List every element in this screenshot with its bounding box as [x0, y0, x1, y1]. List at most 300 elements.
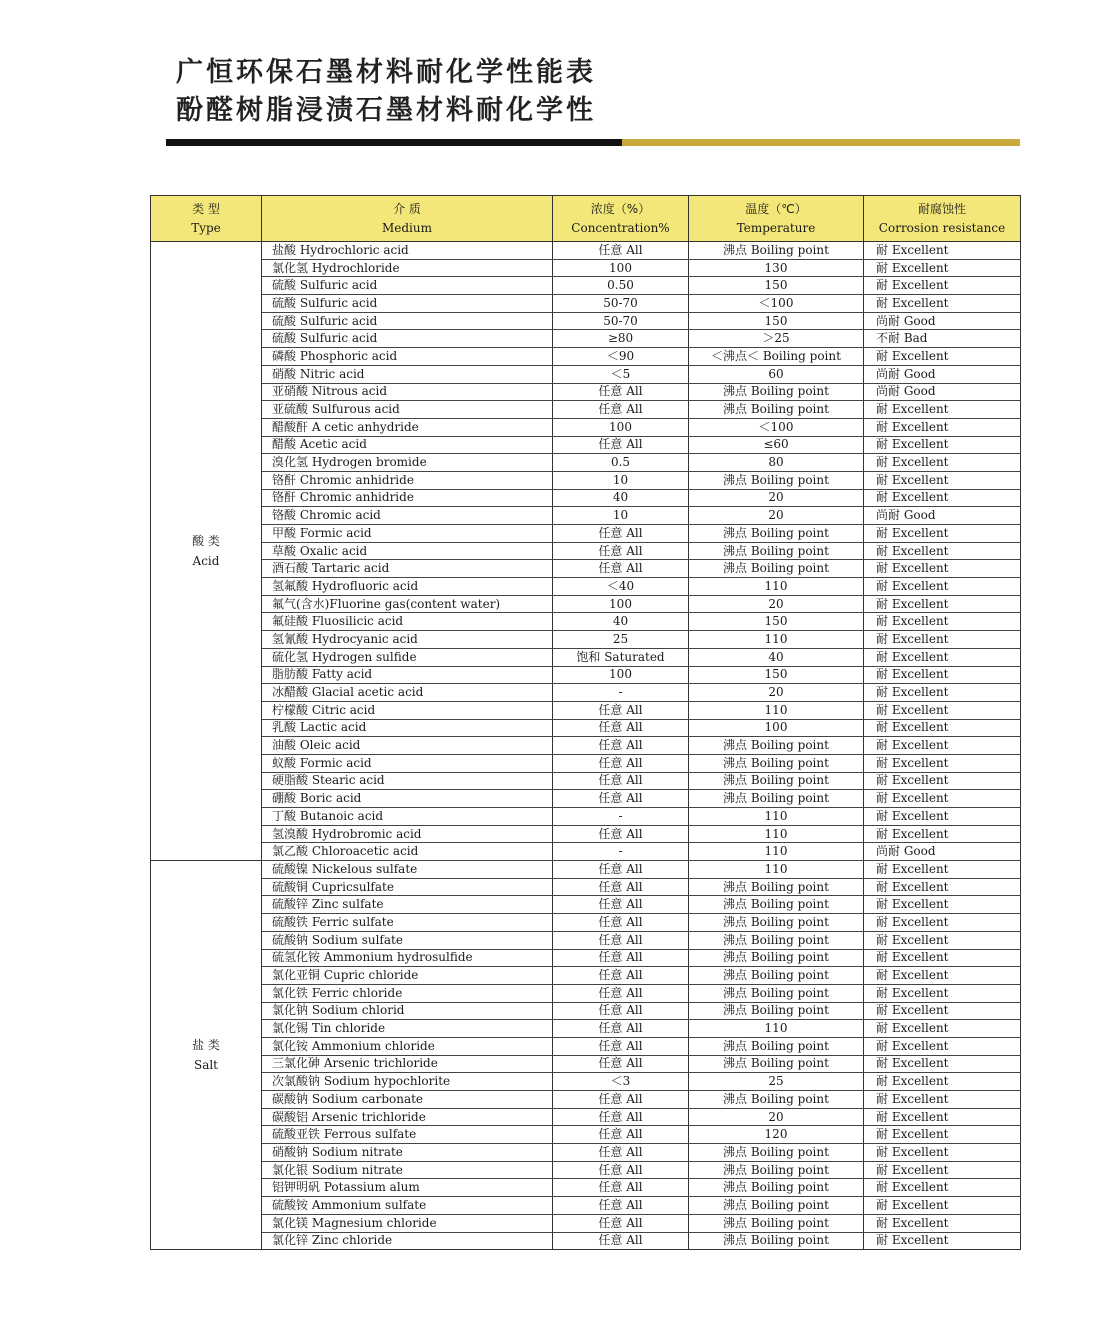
concentration-cell: 0.50	[553, 277, 689, 295]
medium-cell: 碳酸铝 Arsenic trichloride	[262, 1108, 553, 1126]
medium-cell: 氟气(含水)Fluorine gas(content water)	[262, 595, 553, 613]
resistance-cell: 耐 Excellent	[864, 471, 1021, 489]
temperature-cell: 沸点 Boiling point	[689, 1161, 864, 1179]
temperature-cell: 沸点 Boiling point	[689, 1055, 864, 1073]
concentration-cell: 50-70	[553, 295, 689, 313]
table-row	[151, 613, 1021, 631]
table-row	[151, 330, 1021, 348]
temperature-cell: 110	[689, 843, 864, 861]
title-underline-black	[166, 139, 622, 146]
temperature-cell: 60	[689, 365, 864, 383]
table-row	[151, 365, 1021, 383]
table-row	[151, 843, 1021, 861]
table-row	[151, 259, 1021, 277]
temperature-cell: 沸点 Boiling point	[689, 878, 864, 896]
temperature-cell: 20	[689, 489, 864, 507]
medium-cell: 蚁酸 Formic acid	[262, 754, 553, 772]
temperature-cell: 130	[689, 259, 864, 277]
medium-cell: 氟硅酸 Fluosilicic acid	[262, 613, 553, 631]
medium-cell: 氯化氢 Hydrochloride	[262, 259, 553, 277]
resistance-cell: 耐 Excellent	[864, 737, 1021, 755]
table-row	[151, 1002, 1021, 1020]
medium-cell: 氢氟酸 Hydrofluoric acid	[262, 578, 553, 596]
resistance-cell: 耐 Excellent	[864, 277, 1021, 295]
temperature-cell: 沸点 Boiling point	[689, 383, 864, 401]
resistance-cell: 耐 Excellent	[864, 436, 1021, 454]
temperature-cell: 110	[689, 861, 864, 879]
table-row	[151, 454, 1021, 472]
resistance-cell: 耐 Excellent	[864, 418, 1021, 436]
chemical-resistance-table	[150, 195, 1021, 1250]
type-label-zh: 酸 类	[192, 534, 220, 549]
medium-cell: 铝钾明矾 Potassium alum	[262, 1179, 553, 1197]
table-row	[151, 242, 1021, 260]
medium-cell: 硫酸亚铁 Ferrous sulfate	[262, 1126, 553, 1144]
concentration-cell: -	[553, 808, 689, 826]
table-row	[151, 1020, 1021, 1038]
medium-cell: 醋酸酐 A cetic anhydride	[262, 418, 553, 436]
temperature-cell: 沸点 Boiling point	[689, 560, 864, 578]
table-row	[151, 701, 1021, 719]
medium-cell: 甲酸 Formic acid	[262, 525, 553, 543]
resistance-cell: 耐 Excellent	[864, 1091, 1021, 1109]
temperature-cell: 110	[689, 825, 864, 843]
medium-cell: 氯化铁 Ferric chloride	[262, 984, 553, 1002]
table-row	[151, 790, 1021, 808]
medium-cell: 酒石酸 Tartaric acid	[262, 560, 553, 578]
resistance-cell: 耐 Excellent	[864, 949, 1021, 967]
resistance-cell: 尚耐 Good	[864, 383, 1021, 401]
table-row	[151, 648, 1021, 666]
medium-cell: 硫酸铵 Ammonium sulfate	[262, 1197, 553, 1215]
medium-cell: 醋酸 Acetic acid	[262, 436, 553, 454]
temperature-cell: 20	[689, 684, 864, 702]
type-cell	[151, 242, 262, 861]
resistance-cell: 耐 Excellent	[864, 684, 1021, 702]
medium-cell: 铬酸 Chromic acid	[262, 507, 553, 525]
header-medium: 介 质 Medium	[262, 196, 553, 242]
resistance-cell: 耐 Excellent	[864, 825, 1021, 843]
temperature-cell: 110	[689, 578, 864, 596]
resistance-cell: 耐 Excellent	[864, 613, 1021, 631]
resistance-cell: 耐 Excellent	[864, 896, 1021, 914]
resistance-cell: 耐 Excellent	[864, 454, 1021, 472]
medium-cell: 氯化锡 Tin chloride	[262, 1020, 553, 1038]
temperature-cell: ＜沸点＜ Boiling point	[689, 348, 864, 366]
table-row	[151, 383, 1021, 401]
table-row	[151, 772, 1021, 790]
resistance-cell: 耐 Excellent	[864, 560, 1021, 578]
table-row	[151, 1073, 1021, 1091]
temperature-cell: 沸点 Boiling point	[689, 1144, 864, 1162]
table-row	[151, 348, 1021, 366]
concentration-cell: -	[553, 843, 689, 861]
table-row	[151, 808, 1021, 826]
temperature-cell: 沸点 Boiling point	[689, 896, 864, 914]
temperature-cell: 20	[689, 1108, 864, 1126]
temperature-cell: ＞25	[689, 330, 864, 348]
concentration-cell: 任意 All	[553, 967, 689, 985]
medium-cell: 氢溴酸 Hydrobromic acid	[262, 825, 553, 843]
concentration-cell: 任意 All	[553, 1144, 689, 1162]
type-label-zh: 盐 类	[192, 1038, 220, 1053]
concentration-cell: 任意 All	[553, 436, 689, 454]
resistance-cell: 尚耐 Good	[864, 365, 1021, 383]
temperature-cell: 110	[689, 808, 864, 826]
resistance-cell: 耐 Excellent	[864, 808, 1021, 826]
concentration-cell: ≥80	[553, 330, 689, 348]
resistance-cell: 耐 Excellent	[864, 1020, 1021, 1038]
resistance-cell: 不耐 Bad	[864, 330, 1021, 348]
resistance-cell: 耐 Excellent	[864, 242, 1021, 260]
temperature-cell: 沸点 Boiling point	[689, 737, 864, 755]
temperature-cell: 沸点 Boiling point	[689, 967, 864, 985]
temperature-cell: 沸点 Boiling point	[689, 1214, 864, 1232]
table-row	[151, 1037, 1021, 1055]
temperature-cell: 20	[689, 507, 864, 525]
medium-cell: 硼酸 Boric acid	[262, 790, 553, 808]
medium-cell: 碳酸钠 Sodium carbonate	[262, 1091, 553, 1109]
title-underline-gold	[622, 139, 1020, 146]
concentration-cell: ＜5	[553, 365, 689, 383]
resistance-cell: 尚耐 Good	[864, 843, 1021, 861]
temperature-cell: 100	[689, 719, 864, 737]
resistance-cell: 耐 Excellent	[864, 1161, 1021, 1179]
concentration-cell: 10	[553, 471, 689, 489]
concentration-cell: 100	[553, 666, 689, 684]
medium-cell: 亚硫酸 Sulfurous acid	[262, 401, 553, 419]
temperature-cell: ≤60	[689, 436, 864, 454]
medium-cell: 硝酸 Nitric acid	[262, 365, 553, 383]
table-row	[151, 542, 1021, 560]
type-label-en: Salt	[193, 1058, 219, 1073]
concentration-cell: 任意 All	[553, 825, 689, 843]
table-row	[151, 931, 1021, 949]
medium-cell: 硫酸 Sulfuric acid	[262, 277, 553, 295]
temperature-cell: 沸点 Boiling point	[689, 914, 864, 932]
temperature-cell: 沸点 Boiling point	[689, 542, 864, 560]
resistance-cell: 耐 Excellent	[864, 931, 1021, 949]
medium-cell: 氯化锌 Zinc chloride	[262, 1232, 553, 1250]
resistance-cell: 耐 Excellent	[864, 1055, 1021, 1073]
table-row	[151, 418, 1021, 436]
resistance-cell: 耐 Excellent	[864, 914, 1021, 932]
medium-cell: 磷酸 Phosphoric acid	[262, 348, 553, 366]
temperature-cell: 沸点 Boiling point	[689, 471, 864, 489]
table-row	[151, 436, 1021, 454]
table-row	[151, 949, 1021, 967]
table-row	[151, 967, 1021, 985]
concentration-cell: 任意 All	[553, 949, 689, 967]
resistance-cell: 耐 Excellent	[864, 878, 1021, 896]
type-cell	[151, 861, 262, 1250]
temperature-cell: 沸点 Boiling point	[689, 790, 864, 808]
medium-cell: 冰醋酸 Glacial acetic acid	[262, 684, 553, 702]
table-row	[151, 295, 1021, 313]
concentration-cell: 任意 All	[553, 401, 689, 419]
medium-cell: 铬酐 Chromic anhidride	[262, 489, 553, 507]
type-label-en: Acid	[192, 554, 220, 569]
temperature-cell: 沸点 Boiling point	[689, 1091, 864, 1109]
table-row	[151, 1144, 1021, 1162]
concentration-cell: 任意 All	[553, 242, 689, 260]
table-row	[151, 507, 1021, 525]
concentration-cell: 任意 All	[553, 1232, 689, 1250]
medium-cell: 三氯化砷 Arsenic trichloride	[262, 1055, 553, 1073]
table-row	[151, 896, 1021, 914]
medium-cell: 硫酸 Sulfuric acid	[262, 312, 553, 330]
concentration-cell: 任意 All	[553, 719, 689, 737]
concentration-cell: 40	[553, 613, 689, 631]
header-concentration: 浓度（%） Concentration%	[553, 196, 689, 242]
medium-cell: 硬脂酸 Stearic acid	[262, 772, 553, 790]
medium-cell: 氯化铵 Ammonium chloride	[262, 1037, 553, 1055]
table-row	[151, 914, 1021, 932]
table-row	[151, 1091, 1021, 1109]
concentration-cell: ＜3	[553, 1073, 689, 1091]
concentration-cell: 任意 All	[553, 1055, 689, 1073]
medium-cell: 氯乙酸 Chloroacetic acid	[262, 843, 553, 861]
resistance-cell: 耐 Excellent	[864, 1073, 1021, 1091]
concentration-cell: 50-70	[553, 312, 689, 330]
resistance-cell: 耐 Excellent	[864, 1002, 1021, 1020]
temperature-cell: ＜100	[689, 295, 864, 313]
page-subtitle: 酚醛树脂浸渍石墨材料耐化学性	[176, 95, 596, 126]
table-row	[151, 277, 1021, 295]
temperature-cell: 120	[689, 1126, 864, 1144]
medium-cell: 草酸 Oxalic acid	[262, 542, 553, 560]
medium-cell: 脂肪酸 Fatty acid	[262, 666, 553, 684]
medium-cell: 乳酸 Lactic acid	[262, 719, 553, 737]
concentration-cell: 100	[553, 418, 689, 436]
temperature-cell: 150	[689, 666, 864, 684]
medium-cell: 硫酸 Sulfuric acid	[262, 295, 553, 313]
concentration-cell: 任意 All	[553, 560, 689, 578]
resistance-cell: 尚耐 Good	[864, 507, 1021, 525]
resistance-cell: 耐 Excellent	[864, 701, 1021, 719]
concentration-cell: 10	[553, 507, 689, 525]
table-row	[151, 754, 1021, 772]
concentration-cell: 任意 All	[553, 1161, 689, 1179]
concentration-cell: 任意 All	[553, 383, 689, 401]
header-temperature: 温度（℃） Temperature	[689, 196, 864, 242]
medium-cell: 溴化氢 Hydrogen bromide	[262, 454, 553, 472]
resistance-cell: 耐 Excellent	[864, 1179, 1021, 1197]
medium-cell: 铬酐 Chromic anhidride	[262, 471, 553, 489]
resistance-cell: 耐 Excellent	[864, 525, 1021, 543]
table-row	[151, 1161, 1021, 1179]
temperature-cell: 20	[689, 595, 864, 613]
concentration-cell: 任意 All	[553, 701, 689, 719]
concentration-cell: ＜90	[553, 348, 689, 366]
resistance-cell: 耐 Excellent	[864, 578, 1021, 596]
medium-cell: 硫酸钠 Sodium sulfate	[262, 931, 553, 949]
concentration-cell: 任意 All	[553, 542, 689, 560]
resistance-cell: 耐 Excellent	[864, 542, 1021, 560]
resistance-cell: 耐 Excellent	[864, 984, 1021, 1002]
concentration-cell: 100	[553, 595, 689, 613]
medium-cell: 硫化氢 Hydrogen sulfide	[262, 648, 553, 666]
page-title: 广恒环保石墨材料耐化学性能表	[176, 57, 596, 88]
temperature-cell: 沸点 Boiling point	[689, 754, 864, 772]
temperature-cell: 沸点 Boiling point	[689, 1197, 864, 1215]
resistance-cell: 耐 Excellent	[864, 631, 1021, 649]
temperature-cell: 沸点 Boiling point	[689, 931, 864, 949]
medium-cell: 丁酸 Butanoic acid	[262, 808, 553, 826]
header-type: 类 型 Type	[151, 196, 262, 242]
resistance-cell: 耐 Excellent	[864, 348, 1021, 366]
concentration-cell: 100	[553, 259, 689, 277]
table-row	[151, 471, 1021, 489]
medium-cell: 氯化镁 Magnesium chloride	[262, 1214, 553, 1232]
resistance-cell: 耐 Excellent	[864, 719, 1021, 737]
concentration-cell: 任意 All	[553, 1126, 689, 1144]
temperature-cell: 110	[689, 701, 864, 719]
concentration-cell: 任意 All	[553, 790, 689, 808]
table-row	[151, 1197, 1021, 1215]
temperature-cell: 沸点 Boiling point	[689, 1002, 864, 1020]
table-row	[151, 312, 1021, 330]
table-row	[151, 1232, 1021, 1250]
medium-cell: 硫酸镍 Nickelous sulfate	[262, 861, 553, 879]
medium-cell: 盐酸 Hydrochloric acid	[262, 242, 553, 260]
temperature-cell: 110	[689, 631, 864, 649]
temperature-cell: 40	[689, 648, 864, 666]
resistance-cell: 耐 Excellent	[864, 1144, 1021, 1162]
table-row	[151, 1214, 1021, 1232]
table-row	[151, 401, 1021, 419]
temperature-cell: 150	[689, 277, 864, 295]
temperature-cell: 沸点 Boiling point	[689, 984, 864, 1002]
medium-cell: 硫酸 Sulfuric acid	[262, 330, 553, 348]
table-body	[151, 242, 1021, 1250]
resistance-cell: 耐 Excellent	[864, 401, 1021, 419]
concentration-cell: 任意 All	[553, 1091, 689, 1109]
resistance-cell: 耐 Excellent	[864, 1037, 1021, 1055]
table-row	[151, 719, 1021, 737]
temperature-cell: 沸点 Boiling point	[689, 949, 864, 967]
resistance-cell: 耐 Excellent	[864, 648, 1021, 666]
concentration-cell: 任意 All	[553, 1179, 689, 1197]
concentration-cell: 饱和 Saturated	[553, 648, 689, 666]
temperature-cell: 150	[689, 613, 864, 631]
table-row	[151, 489, 1021, 507]
temperature-cell: 沸点 Boiling point	[689, 525, 864, 543]
medium-cell: 氢氰酸 Hydrocyanic acid	[262, 631, 553, 649]
concentration-cell: 任意 All	[553, 878, 689, 896]
concentration-cell: -	[553, 684, 689, 702]
table-row	[151, 878, 1021, 896]
medium-cell: 硫酸铜 Cupricsulfate	[262, 878, 553, 896]
table-row	[151, 861, 1021, 879]
concentration-cell: 0.5	[553, 454, 689, 472]
medium-cell: 油酸 Oleic acid	[262, 737, 553, 755]
resistance-cell: 耐 Excellent	[864, 1126, 1021, 1144]
temperature-cell: 沸点 Boiling point	[689, 772, 864, 790]
concentration-cell: 任意 All	[553, 984, 689, 1002]
table-header-row	[151, 196, 1021, 242]
concentration-cell: 任意 All	[553, 1002, 689, 1020]
temperature-cell: 110	[689, 1020, 864, 1038]
resistance-cell: 耐 Excellent	[864, 1197, 1021, 1215]
concentration-cell: 任意 All	[553, 772, 689, 790]
resistance-cell: 耐 Excellent	[864, 595, 1021, 613]
resistance-cell: 耐 Excellent	[864, 790, 1021, 808]
medium-cell: 硫酸锌 Zinc sulfate	[262, 896, 553, 914]
concentration-cell: 任意 All	[553, 525, 689, 543]
concentration-cell: 任意 All	[553, 1020, 689, 1038]
table-row	[151, 595, 1021, 613]
resistance-cell: 尚耐 Good	[864, 312, 1021, 330]
table-row	[151, 1108, 1021, 1126]
concentration-cell: 任意 All	[553, 931, 689, 949]
concentration-cell: 任意 All	[553, 1108, 689, 1126]
temperature-cell: 150	[689, 312, 864, 330]
table-row	[151, 825, 1021, 843]
table-row	[151, 1055, 1021, 1073]
resistance-cell: 耐 Excellent	[864, 1108, 1021, 1126]
resistance-cell: 耐 Excellent	[864, 754, 1021, 772]
temperature-cell: ＜100	[689, 418, 864, 436]
resistance-cell: 耐 Excellent	[864, 666, 1021, 684]
table-row	[151, 666, 1021, 684]
temperature-cell: 沸点 Boiling point	[689, 1037, 864, 1055]
medium-cell: 硫酸铁 Ferric sulfate	[262, 914, 553, 932]
medium-cell: 次氯酸钠 Sodium hypochlorite	[262, 1073, 553, 1091]
medium-cell: 氯化银 Sodium nitrate	[262, 1161, 553, 1179]
medium-cell: 硝酸钠 Sodium nitrate	[262, 1144, 553, 1162]
table-row	[151, 525, 1021, 543]
concentration-cell: 任意 All	[553, 861, 689, 879]
temperature-cell: 沸点 Boiling point	[689, 242, 864, 260]
temperature-cell: 80	[689, 454, 864, 472]
concentration-cell: 任意 All	[553, 737, 689, 755]
temperature-cell: 沸点 Boiling point	[689, 1232, 864, 1250]
medium-cell: 硫氢化铵 Ammonium hydrosulfide	[262, 949, 553, 967]
resistance-cell: 耐 Excellent	[864, 967, 1021, 985]
table-row	[151, 1179, 1021, 1197]
concentration-cell: 任意 All	[553, 754, 689, 772]
concentration-cell: 任意 All	[553, 914, 689, 932]
concentration-cell: 25	[553, 631, 689, 649]
medium-cell: 柠檬酸 Citric acid	[262, 701, 553, 719]
concentration-cell: 任意 All	[553, 896, 689, 914]
header-corrosion-resistance: 耐腐蚀性 Corrosion resistance	[864, 196, 1021, 242]
table-row	[151, 984, 1021, 1002]
table-row	[151, 737, 1021, 755]
medium-cell: 氯化亚铜 Cupric chloride	[262, 967, 553, 985]
resistance-cell: 耐 Excellent	[864, 295, 1021, 313]
medium-cell: 氯化钠 Sodium chlorid	[262, 1002, 553, 1020]
resistance-cell: 耐 Excellent	[864, 861, 1021, 879]
concentration-cell: 40	[553, 489, 689, 507]
temperature-cell: 25	[689, 1073, 864, 1091]
concentration-cell: 任意 All	[553, 1197, 689, 1215]
table-row	[151, 560, 1021, 578]
concentration-cell: 任意 All	[553, 1037, 689, 1055]
table-row	[151, 684, 1021, 702]
resistance-cell: 耐 Excellent	[864, 259, 1021, 277]
table-row	[151, 1126, 1021, 1144]
resistance-cell: 耐 Excellent	[864, 1232, 1021, 1250]
medium-cell: 亚硝酸 Nitrous acid	[262, 383, 553, 401]
resistance-cell: 耐 Excellent	[864, 489, 1021, 507]
concentration-cell: ＜40	[553, 578, 689, 596]
temperature-cell: 沸点 Boiling point	[689, 401, 864, 419]
temperature-cell: 沸点 Boiling point	[689, 1179, 864, 1197]
resistance-cell: 耐 Excellent	[864, 1214, 1021, 1232]
table-row	[151, 631, 1021, 649]
